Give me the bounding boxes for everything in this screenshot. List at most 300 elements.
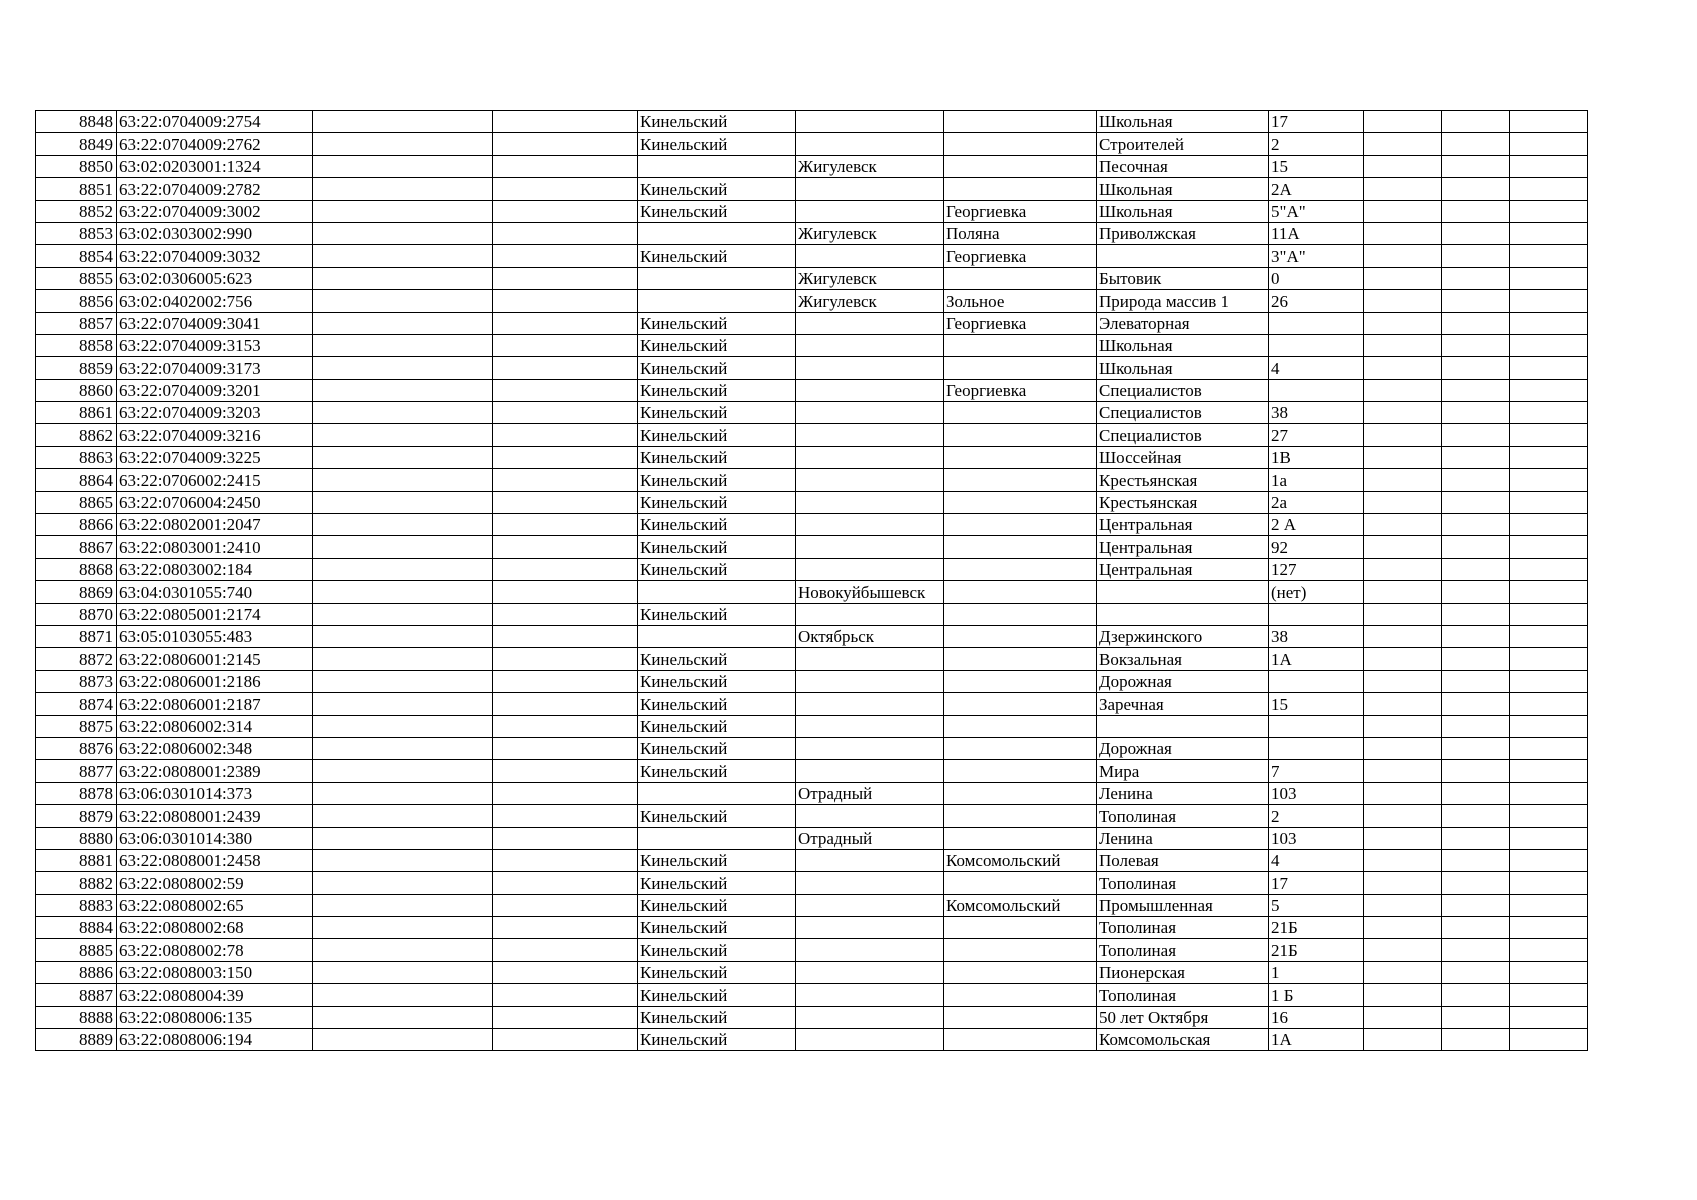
table-cell: Кинельский: [638, 558, 796, 580]
table-row: [36, 334, 1588, 356]
table-row: [36, 200, 1588, 222]
table-cell: [1364, 581, 1442, 603]
table-cell: [1510, 737, 1588, 759]
table-cell: [1510, 111, 1588, 133]
table-cell: [1442, 178, 1510, 200]
table-row: [36, 245, 1588, 267]
table-cell: [1364, 222, 1442, 244]
table-cell: [1510, 625, 1588, 647]
row-number-cell: 8849: [36, 133, 117, 155]
table-cell: Георгиевка: [944, 379, 1097, 401]
table-cell: 4: [1269, 357, 1364, 379]
table-cell: Отрадный: [796, 782, 944, 804]
row-number-cell: 8858: [36, 334, 117, 356]
table-cell: 63:22:0706004:2450: [117, 491, 313, 513]
table-cell: [944, 917, 1097, 939]
table-cell: [1442, 984, 1510, 1006]
table-cell: [1442, 827, 1510, 849]
table-cell: Школьная: [1097, 200, 1269, 222]
table-cell: 1а: [1269, 469, 1364, 491]
table-cell: Кинельский: [638, 424, 796, 446]
table-cell: 63:06:0301014:380: [117, 827, 313, 849]
table-cell: Кинельский: [638, 693, 796, 715]
table-cell: [944, 984, 1097, 1006]
table-cell: Тополиная: [1097, 984, 1269, 1006]
table-cell: 5"А": [1269, 200, 1364, 222]
table-cell: [1442, 267, 1510, 289]
table-cell: [493, 402, 638, 424]
table-cell: [796, 603, 944, 625]
table-cell: [493, 737, 638, 759]
table-cell: [1269, 715, 1364, 737]
table-cell: [796, 872, 944, 894]
table-cell: [313, 536, 493, 558]
table-cell: [1510, 334, 1588, 356]
table-row: [36, 222, 1588, 244]
table-cell: [638, 782, 796, 804]
table-cell: [796, 334, 944, 356]
table-cell: [1442, 290, 1510, 312]
table-cell: [796, 715, 944, 737]
table-cell: [1510, 849, 1588, 871]
table-cell: [944, 536, 1097, 558]
table-cell: Тополиная: [1097, 939, 1269, 961]
table-cell: [1510, 200, 1588, 222]
table-cell: Кинельский: [638, 245, 796, 267]
table-cell: Кинельский: [638, 603, 796, 625]
table-cell: Кинельский: [638, 917, 796, 939]
table-row: [36, 603, 1588, 625]
table-cell: [493, 178, 638, 200]
table-cell: Центральная: [1097, 536, 1269, 558]
table-cell: [313, 894, 493, 916]
table-cell: 63:22:0803001:2410: [117, 536, 313, 558]
table-cell: [1269, 603, 1364, 625]
table-cell: 3"А": [1269, 245, 1364, 267]
table-cell: [1442, 737, 1510, 759]
table-cell: Кинельский: [638, 469, 796, 491]
table-cell: [1364, 290, 1442, 312]
row-number-cell: 8864: [36, 469, 117, 491]
table-cell: [313, 379, 493, 401]
table-cell: Кинельский: [638, 536, 796, 558]
table-row: [36, 424, 1588, 446]
table-cell: 63:22:0704009:2762: [117, 133, 313, 155]
table-row: [36, 782, 1588, 804]
table-cell: [796, 491, 944, 513]
table-cell: Отрадный: [796, 827, 944, 849]
table-cell: Жигулевск: [796, 290, 944, 312]
table-cell: Центральная: [1097, 558, 1269, 580]
table-cell: [1364, 334, 1442, 356]
table-cell: 63:05:0103055:483: [117, 625, 313, 647]
table-cell: [1510, 402, 1588, 424]
table-cell: 1А: [1269, 1029, 1364, 1051]
table-cell: [944, 1006, 1097, 1028]
table-cell: [638, 267, 796, 289]
table-cell: [796, 917, 944, 939]
table-cell: Поляна: [944, 222, 1097, 244]
table-cell: [493, 133, 638, 155]
table-cell: Ленина: [1097, 782, 1269, 804]
table-cell: 63:22:0704009:2782: [117, 178, 313, 200]
table-cell: [493, 581, 638, 603]
table-cell: 63:22:0806002:314: [117, 715, 313, 737]
row-number-cell: 8851: [36, 178, 117, 200]
table-cell: [313, 312, 493, 334]
table-cell: Октябрьск: [796, 625, 944, 647]
row-number-cell: 8882: [36, 872, 117, 894]
table-cell: [1364, 849, 1442, 871]
table-cell: [1364, 469, 1442, 491]
table-cell: [1510, 670, 1588, 692]
table-cell: Ленина: [1097, 827, 1269, 849]
table-cell: [493, 625, 638, 647]
table-cell: [1442, 111, 1510, 133]
table-cell: Георгиевка: [944, 200, 1097, 222]
table-cell: [1364, 245, 1442, 267]
table-cell: [1510, 872, 1588, 894]
table-cell: [1364, 917, 1442, 939]
table-cell: Кинельский: [638, 849, 796, 871]
table-cell: [1442, 805, 1510, 827]
table-cell: [1442, 603, 1510, 625]
row-number-cell: 8869: [36, 581, 117, 603]
table-cell: [313, 267, 493, 289]
table-cell: Тополиная: [1097, 805, 1269, 827]
table-cell: Комсомольский: [944, 894, 1097, 916]
table-cell: [1364, 491, 1442, 513]
table-cell: [1442, 939, 1510, 961]
table-cell: 63:22:0806001:2145: [117, 648, 313, 670]
table-cell: [1364, 402, 1442, 424]
table-cell: [1442, 693, 1510, 715]
table-cell: [796, 760, 944, 782]
table-row: [36, 469, 1588, 491]
table-cell: [313, 200, 493, 222]
table-cell: [1442, 625, 1510, 647]
table-row: [36, 514, 1588, 536]
table-cell: Кинельский: [638, 984, 796, 1006]
table-cell: [944, 961, 1097, 983]
table-cell: Шоссейная: [1097, 446, 1269, 468]
table-cell: [1364, 446, 1442, 468]
table-row: [36, 379, 1588, 401]
table-cell: [1510, 245, 1588, 267]
table-cell: [796, 693, 944, 715]
table-row: [36, 1006, 1588, 1028]
table-cell: 38: [1269, 402, 1364, 424]
row-number-cell: 8855: [36, 267, 117, 289]
table-cell: [1364, 424, 1442, 446]
row-number-cell: 8868: [36, 558, 117, 580]
row-number-cell: 8883: [36, 894, 117, 916]
table-cell: [1442, 581, 1510, 603]
table-cell: [1510, 961, 1588, 983]
row-number-cell: 8885: [36, 939, 117, 961]
table-cell: 0: [1269, 267, 1364, 289]
table-cell: [493, 200, 638, 222]
table-cell: [1442, 491, 1510, 513]
table-cell: Кинельский: [638, 1029, 796, 1051]
table-cell: [796, 424, 944, 446]
table-cell: [1364, 961, 1442, 983]
table-cell: Крестьянская: [1097, 491, 1269, 513]
table-cell: [1364, 939, 1442, 961]
table-cell: 63:22:0704009:3203: [117, 402, 313, 424]
table-cell: [313, 939, 493, 961]
table-cell: [1510, 827, 1588, 849]
table-cell: [493, 603, 638, 625]
table-cell: [493, 514, 638, 536]
table-cell: [944, 178, 1097, 200]
table-cell: [1269, 312, 1364, 334]
table-cell: [1442, 446, 1510, 468]
table-cell: Специалистов: [1097, 424, 1269, 446]
table-cell: Кинельский: [638, 1006, 796, 1028]
table-cell: Заречная: [1097, 693, 1269, 715]
table-cell: [493, 894, 638, 916]
table-cell: [313, 290, 493, 312]
table-cell: [1364, 155, 1442, 177]
table-cell: [1442, 782, 1510, 804]
table-cell: [493, 805, 638, 827]
table-cell: Жигулевск: [796, 267, 944, 289]
row-number-cell: 8863: [36, 446, 117, 468]
table-cell: Мира: [1097, 760, 1269, 782]
table-cell: 63:22:0704009:3225: [117, 446, 313, 468]
table-cell: [944, 737, 1097, 759]
row-number-cell: 8854: [36, 245, 117, 267]
table-cell: Кинельский: [638, 648, 796, 670]
table-cell: [796, 805, 944, 827]
table-row: [36, 357, 1588, 379]
row-number-cell: 8856: [36, 290, 117, 312]
table-cell: 2: [1269, 133, 1364, 155]
table-cell: [1510, 581, 1588, 603]
table-cell: [313, 245, 493, 267]
table-cell: [313, 581, 493, 603]
row-number-cell: 8886: [36, 961, 117, 983]
table-cell: [493, 693, 638, 715]
table-cell: [1442, 222, 1510, 244]
table-cell: [1510, 603, 1588, 625]
table-cell: [493, 469, 638, 491]
table-cell: [313, 469, 493, 491]
table-cell: Комсомольская: [1097, 1029, 1269, 1051]
table-cell: [1364, 178, 1442, 200]
table-cell: Дорожная: [1097, 670, 1269, 692]
table-cell: [313, 805, 493, 827]
table-cell: [313, 111, 493, 133]
row-number-cell: 8875: [36, 715, 117, 737]
table-row: [36, 827, 1588, 849]
table-cell: Кинельский: [638, 334, 796, 356]
table-cell: [1364, 670, 1442, 692]
table-cell: [313, 1006, 493, 1028]
table-cell: [796, 558, 944, 580]
table-cell: 63:22:0808002:68: [117, 917, 313, 939]
table-cell: [493, 961, 638, 983]
table-cell: 103: [1269, 827, 1364, 849]
table-cell: [944, 424, 1097, 446]
table-cell: [944, 872, 1097, 894]
table-cell: [1442, 849, 1510, 871]
table-cell: [313, 760, 493, 782]
table-cell: Кинельский: [638, 872, 796, 894]
table-cell: [1364, 894, 1442, 916]
table-cell: 1А: [1269, 648, 1364, 670]
table-cell: [1510, 379, 1588, 401]
table-cell: Полевая: [1097, 849, 1269, 871]
table-cell: [1364, 872, 1442, 894]
table-cell: 2А: [1269, 178, 1364, 200]
table-row: [36, 961, 1588, 983]
table-cell: [1097, 603, 1269, 625]
table-cell: [1510, 178, 1588, 200]
table-cell: 63:22:0806001:2186: [117, 670, 313, 692]
table-cell: [1442, 670, 1510, 692]
table-cell: [1442, 357, 1510, 379]
table-row: [36, 760, 1588, 782]
table-cell: 63:22:0808001:2458: [117, 849, 313, 871]
table-cell: Школьная: [1097, 357, 1269, 379]
table-cell: [1364, 827, 1442, 849]
table-cell: [944, 267, 1097, 289]
table-cell: [1510, 1029, 1588, 1051]
table-cell: [944, 469, 1097, 491]
table-cell: [796, 514, 944, 536]
table-cell: 63:22:0704009:3216: [117, 424, 313, 446]
table-cell: [638, 581, 796, 603]
table-row: [36, 984, 1588, 1006]
table-cell: [944, 693, 1097, 715]
table-cell: [313, 670, 493, 692]
table-cell: [1364, 111, 1442, 133]
table-cell: [1364, 1029, 1442, 1051]
table-cell: [313, 491, 493, 513]
table-cell: [313, 133, 493, 155]
table-row: [36, 536, 1588, 558]
table-cell: (нет): [1269, 581, 1364, 603]
table-row: [36, 894, 1588, 916]
table-cell: Кинельский: [638, 939, 796, 961]
table-cell: [1510, 782, 1588, 804]
table-cell: [1442, 558, 1510, 580]
table-cell: [1510, 312, 1588, 334]
table-cell: [638, 222, 796, 244]
table-cell: Школьная: [1097, 178, 1269, 200]
table-cell: [493, 267, 638, 289]
table-cell: 17: [1269, 872, 1364, 894]
table-cell: [796, 849, 944, 871]
row-number-cell: 8871: [36, 625, 117, 647]
table-cell: [796, 402, 944, 424]
table-cell: [1097, 245, 1269, 267]
table-row: [36, 581, 1588, 603]
row-number-cell: 8872: [36, 648, 117, 670]
table-cell: [1510, 760, 1588, 782]
table-cell: [1364, 536, 1442, 558]
table-cell: [944, 782, 1097, 804]
table-cell: [1510, 558, 1588, 580]
table-cell: 63:22:0704009:3032: [117, 245, 313, 267]
table-cell: 63:22:0704009:3002: [117, 200, 313, 222]
table-cell: [1510, 805, 1588, 827]
table-cell: [1510, 693, 1588, 715]
table-cell: [1510, 290, 1588, 312]
row-number-cell: 8870: [36, 603, 117, 625]
table-cell: [796, 312, 944, 334]
table-cell: 63:02:0306005:623: [117, 267, 313, 289]
table-cell: [1442, 469, 1510, 491]
table-cell: [1442, 402, 1510, 424]
table-cell: [796, 469, 944, 491]
table-cell: [1510, 939, 1588, 961]
table-cell: 63:22:0704009:2754: [117, 111, 313, 133]
table-row: [36, 917, 1588, 939]
table-cell: Песочная: [1097, 155, 1269, 177]
table-cell: [796, 984, 944, 1006]
table-cell: Кинельский: [638, 805, 796, 827]
table-cell: [493, 536, 638, 558]
row-number-cell: 8848: [36, 111, 117, 133]
table-cell: [796, 357, 944, 379]
table-cell: [1364, 760, 1442, 782]
table-cell: [944, 760, 1097, 782]
table-cell: [493, 357, 638, 379]
table-cell: Школьная: [1097, 111, 1269, 133]
table-cell: Строителей: [1097, 133, 1269, 155]
row-number-cell: 8852: [36, 200, 117, 222]
table-cell: 4: [1269, 849, 1364, 871]
table-cell: [493, 446, 638, 468]
table-row: [36, 737, 1588, 759]
table-cell: [493, 1029, 638, 1051]
table-row: [36, 849, 1588, 871]
table-cell: [944, 670, 1097, 692]
table-cell: [1510, 1006, 1588, 1028]
table-cell: [1510, 469, 1588, 491]
table-cell: [1442, 379, 1510, 401]
table-cell: 63:02:0203001:1324: [117, 155, 313, 177]
table-cell: [1269, 334, 1364, 356]
table-cell: [944, 155, 1097, 177]
table-cell: Специалистов: [1097, 402, 1269, 424]
table-cell: [313, 402, 493, 424]
table-cell: Кинельский: [638, 446, 796, 468]
table-cell: [313, 648, 493, 670]
table-cell: [313, 424, 493, 446]
table-cell: [796, 111, 944, 133]
table-row: [36, 111, 1588, 133]
table-cell: 7: [1269, 760, 1364, 782]
table-cell: Тополиная: [1097, 917, 1269, 939]
table-cell: [1442, 133, 1510, 155]
table-row: [36, 805, 1588, 827]
table-cell: Кинельский: [638, 133, 796, 155]
table-cell: [313, 782, 493, 804]
table-cell: [944, 334, 1097, 356]
table-cell: [638, 290, 796, 312]
table-cell: [1364, 693, 1442, 715]
table-cell: [796, 379, 944, 401]
table-cell: [1442, 155, 1510, 177]
table-cell: [796, 446, 944, 468]
table-cell: [1364, 782, 1442, 804]
table-cell: [1442, 200, 1510, 222]
table-cell: 63:22:0805001:2174: [117, 603, 313, 625]
